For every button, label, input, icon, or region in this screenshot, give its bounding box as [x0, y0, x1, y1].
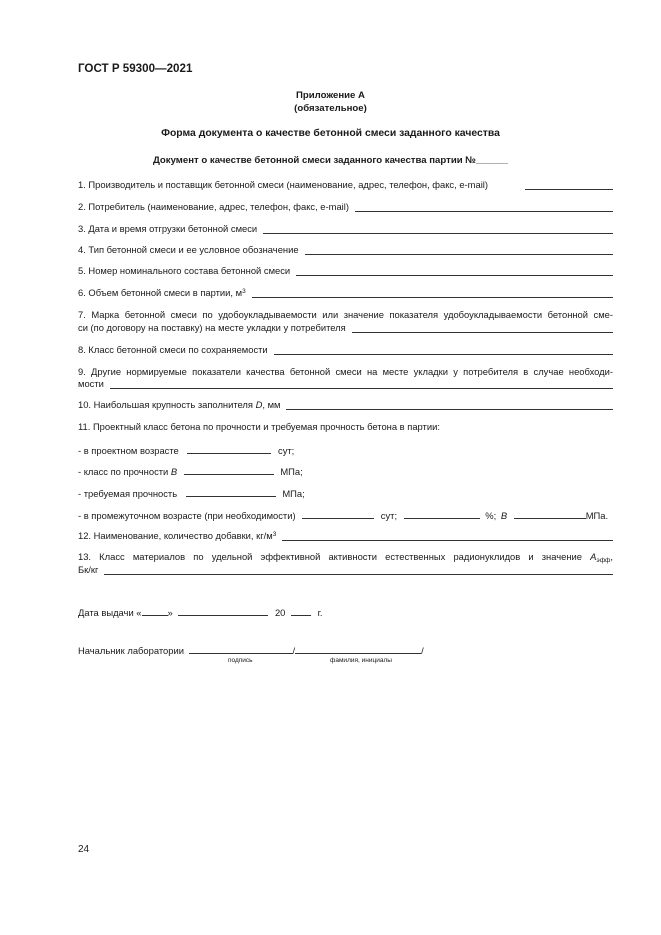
item-6-field[interactable]: [252, 287, 613, 298]
item-7: [78, 322, 613, 333]
item-13-field[interactable]: [104, 564, 613, 575]
strength-class-field[interactable]: [184, 464, 274, 475]
appendix-title: Приложение А: [296, 90, 365, 101]
item-5-field[interactable]: [296, 265, 613, 276]
name-caption: фамилия, инициалы: [330, 657, 392, 664]
page-number: 24: [78, 844, 90, 855]
item-4-field[interactable]: [305, 244, 613, 255]
item-9-label: мости: [78, 378, 104, 389]
item-6-label: 6. Объем бетонной смеси в партии, $м^3$: [78, 287, 246, 298]
item-11-required-strength: - требуемая прочность МПа;: [78, 488, 305, 499]
item-2-field[interactable]: [355, 201, 613, 212]
item-12-label: 12. Наименование, количество добавки, $кг/м^3$: [78, 530, 277, 541]
issue-date: Дата выдачи « » 20 г.: [78, 607, 323, 618]
intermediate-age-field[interactable]: [302, 508, 374, 519]
item-3-label: 3. Дата и время отгрузки бетонной смеси: [78, 223, 258, 234]
item-5-label: 5. Номер номинального состава бетонной смеси: [78, 265, 291, 276]
item-11-intermediate-age: - в промежуточном возрасте (при необходимости) сут; %; В МПа.: [78, 510, 609, 521]
design-age-field[interactable]: [187, 443, 271, 454]
item-10: [78, 399, 613, 410]
item-11-design-age: - в проектном возрасте сут;: [78, 445, 295, 456]
name-field[interactable]: [295, 643, 421, 654]
item-2: [78, 201, 613, 212]
item-2-label: 2. Потребитель (наименование, адрес, телефон, факс, e-mail): [78, 201, 349, 212]
item-8: [78, 344, 613, 355]
item-9-field[interactable]: [110, 378, 613, 389]
issue-month-field[interactable]: [178, 605, 268, 616]
item-11-strength-class: - класс по прочности В МПа;: [78, 466, 303, 477]
item-10-field[interactable]: [286, 399, 613, 410]
required-strength-field[interactable]: [186, 486, 276, 497]
item-11-label: 11. Проектный класс бетона по прочности и требуемая прочность бетона в партии:: [78, 421, 440, 432]
standard-header: ГОСТ Р 59300—2021: [78, 62, 193, 75]
item-6: [78, 287, 613, 298]
intermediate-percent-field[interactable]: [404, 508, 480, 519]
item-8-label: 8. Класс бетонной смеси по сохраняемости: [78, 344, 268, 355]
item-10-label: 10. Наибольшая крупность заполнителя D, мм: [78, 399, 281, 410]
signature-caption: подпись: [228, 657, 253, 664]
item-4: [78, 244, 613, 255]
item-3: [78, 223, 613, 234]
intermediate-class-field[interactable]: [514, 508, 586, 519]
item-8-field[interactable]: [274, 344, 613, 355]
item-13: [78, 564, 613, 575]
item-9-line1: 9. Другие нормируемые показатели качества бетонной смеси на месте укладки у потребителя в случае необходи-: [78, 366, 613, 377]
item-3-field[interactable]: [263, 223, 613, 234]
issue-day-field[interactable]: [142, 605, 168, 616]
item-5: [78, 265, 613, 276]
document-title: Документ о качестве бетонной смеси заданного качества партии №______: [152, 155, 508, 166]
item-12-field[interactable]: [282, 530, 613, 541]
signature-field[interactable]: [189, 643, 293, 654]
issue-year-field[interactable]: [291, 605, 311, 616]
item-13-label: Бк/кг: [78, 564, 99, 575]
item-7-line1: 7. Марка бетонной смеси по удобоукладываемости или значение показателя удобоукладываемости бетонной сме-: [78, 309, 613, 320]
item-1-field[interactable]: [525, 179, 613, 190]
signature-line: Начальник лаборатории / /: [78, 645, 424, 656]
item-7-field[interactable]: [352, 322, 613, 333]
item-4-label: 4. Тип бетонной смеси и ее условное обозначение: [78, 244, 299, 255]
item-7-label: си (по договору на поставку) на месте укладки у потребителя: [78, 322, 346, 333]
item-13-line1: 13. Класс материалов по удельной эффективной активности естественных радионуклидов и значение $А_{эфф}$,: [78, 551, 613, 564]
item-1: [78, 179, 613, 190]
appendix-note: (обязательное): [294, 103, 367, 114]
item-1-label: 1. Производитель и поставщик бетонной смеси (наименование, адрес, телефон, факс, e-mail): [78, 179, 488, 190]
item-12: [78, 530, 613, 541]
form-title: Форма документа о качестве бетонной смеси заданного качества: [161, 128, 500, 139]
item-9: [78, 378, 613, 389]
